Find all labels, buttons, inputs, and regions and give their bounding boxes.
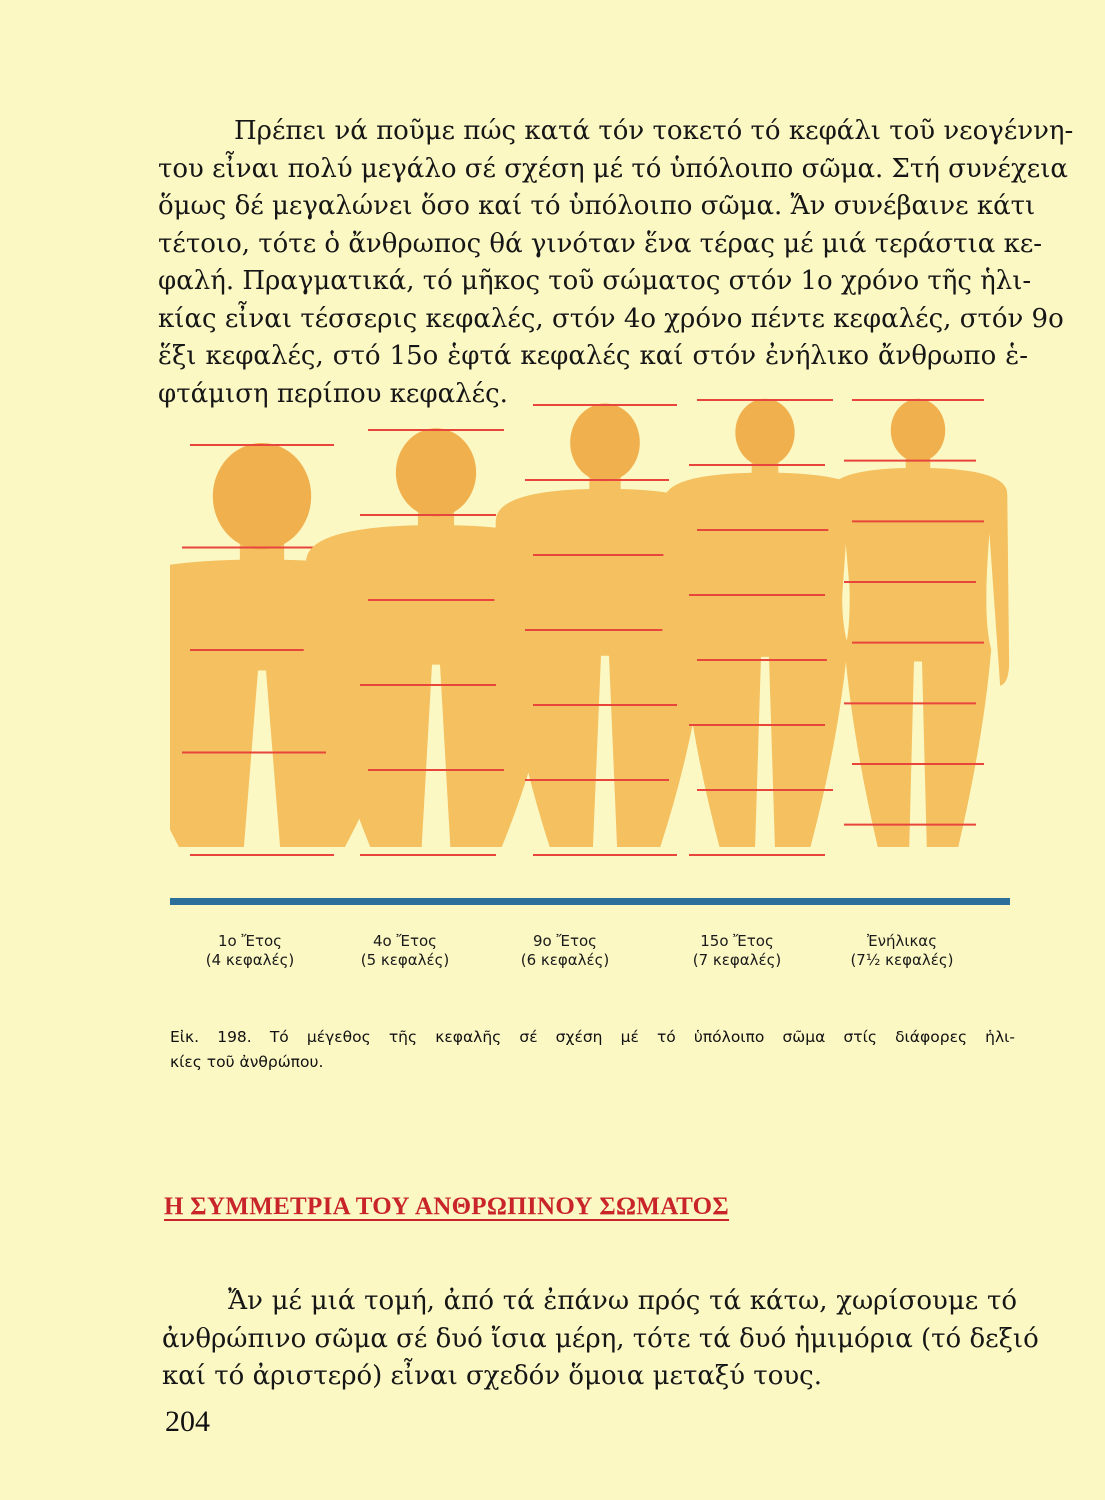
baseline-bar — [170, 898, 1010, 905]
age-label: 15ο Ἔτος — [700, 932, 774, 950]
heads-label: (7 κεφαλές) — [692, 951, 782, 969]
paragraph-line: καί τό ἀριστερό) εἶναι σχεδόν ὅμοια μεταξύ τους. — [162, 1361, 822, 1391]
figure-age-labels — [170, 932, 1010, 982]
paragraph-line: τέτοιο, τότε ὁ ἄνθρωπος θά γινόταν ἕνα τέρας μέ μιά τεράστια κε- — [158, 228, 1043, 259]
heads-label: (6 κεφαλές) — [520, 951, 610, 969]
paragraph-line: Ἄν μέ μιά τομή, ἀπό τά ἐπάνω πρός τά κάτω, χωρίσουμε τό — [228, 1286, 1017, 1316]
paragraph-line: ὅμως δέ μεγαλώνει ὅσο καί τό ὑπόλοιπο σῶμα. Ἄν συνέβαινε κάτι — [158, 191, 1036, 221]
paragraph-line: ἀνθρώπινο σῶμα σέ δυό ἴσια μέρη, τότε τά δυό ἡμιμόρια (τό δεξιό — [162, 1323, 1039, 1354]
age-label: 4ο Ἔτος — [373, 932, 437, 950]
caption-line: κίες τοῦ ἀνθρώπου. — [170, 1053, 324, 1071]
paragraph-line: ἕξι κεφαλές, στό 15ο ἑφτά κεφαλές καί στόν ἐνήλικο ἄνθρωπο ἑ- — [158, 341, 1028, 371]
heads-label: (4 κεφαλές) — [205, 951, 295, 969]
paragraph-line: του εἶναι πολύ μεγάλο σέ σχέση μέ τό ὑπόλοιπο σῶμα. Στή συνέχεια — [158, 153, 1068, 184]
head-silhouette — [891, 399, 945, 462]
heads-label: (7½ κεφαλές) — [850, 951, 954, 969]
head-silhouette — [570, 404, 640, 482]
section-heading: Η ΣΥΜΜΕΤΡΙΑ ΤΟΥ ΑΝΘΡΩΠΙΝΟΥ ΣΩΜΑΤΟΣ — [164, 1193, 730, 1220]
body-silhouettes-illustration — [170, 385, 1010, 925]
head-silhouette — [213, 443, 311, 550]
age-label-1 — [170, 932, 330, 970]
age-label: Ἐνήλικας — [866, 932, 938, 950]
paragraph-line: Πρέπει νά ποῦμε πώς κατά τόν τοκετό τό κεφάλι τοῦ νεογέννη- — [234, 116, 1074, 146]
body-silhouette — [827, 458, 1009, 847]
head-proportion-figure — [170, 385, 1010, 925]
head-silhouette — [396, 428, 476, 516]
caption-line: Εἰκ. 198. Τό μέγεθος τῆς κεφαλῆς σέ σχέση μέ τό ὑπόλοιπο σῶμα στίς διάφορες ἡλι- — [170, 1028, 1015, 1046]
symmetry-paragraph — [162, 1283, 1039, 1396]
heads-label: (5 κεφαλές) — [360, 951, 450, 969]
age-label-5 — [822, 932, 982, 970]
paragraph-line: κίας εἶναι τέσσερις κεφαλές, στόν 4ο χρόνο πέντε κεφαλές, στόν 9ο — [158, 303, 1064, 334]
page-number: 204 — [165, 1405, 210, 1438]
age-label-2 — [325, 932, 485, 970]
age-label: 9ο Ἔτος — [533, 932, 597, 950]
paragraph-line: φτάμιση περίπου κεφαλές. — [158, 378, 508, 409]
head-silhouette — [735, 399, 794, 467]
age-label-4 — [657, 932, 817, 970]
figure-caption — [170, 1025, 1015, 1075]
paragraph-line: φαλή. Πραγματικά, τό μῆκος τοῦ σώματος στόν 1ο χρόνο τῆς ἡλι- — [158, 266, 1032, 296]
age-label: 1ο Ἔτος — [218, 932, 282, 950]
age-label-3 — [485, 932, 645, 970]
intro-paragraph — [158, 113, 1074, 413]
